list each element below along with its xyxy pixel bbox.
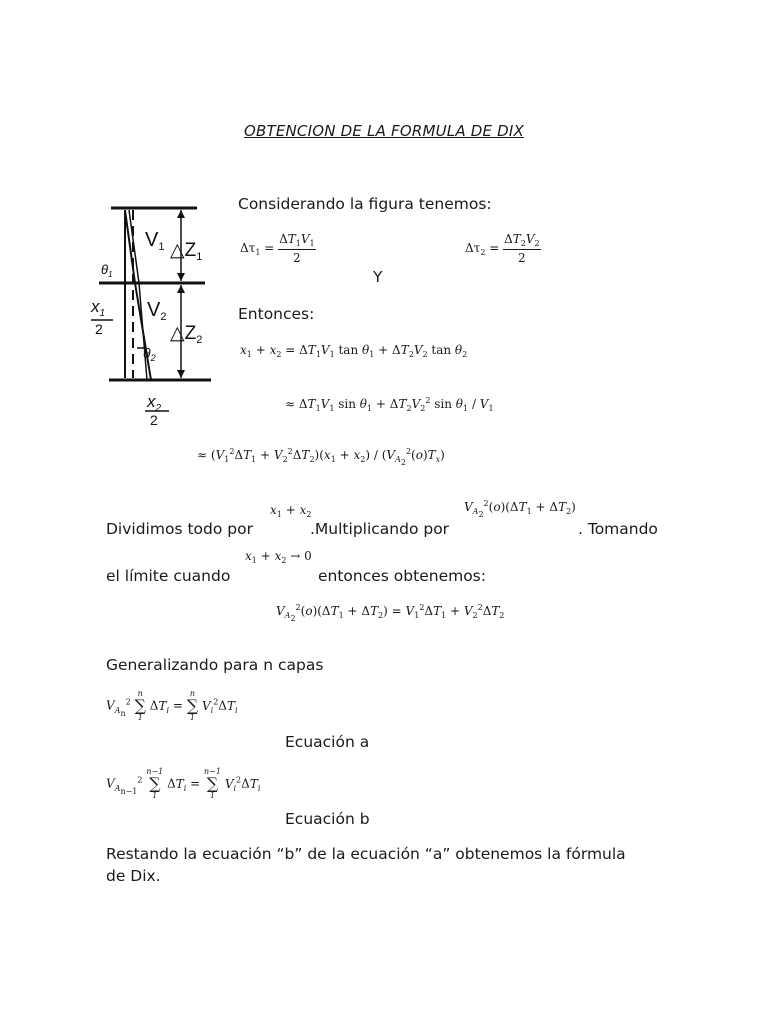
formula-eq-b: $V_{A_{n-1}}^2$ n−1 ∑ 1 $\Delta T_i$ = n−1 ∑ 1 $V_i^2\Delta T_i$ xyxy=(106,767,261,800)
page-title: OBTENCION DE LA FORMULA DE DIX xyxy=(243,122,525,140)
tomando-text: . Tomando xyxy=(578,520,658,538)
divide-text: Dividimos todo por xyxy=(106,520,253,538)
conclusion-line-1: Restando la ecuación “b” de la ecuación “a” obtenemos la fórmula xyxy=(106,845,626,863)
formula-approx-v: ≈ $(V_1^2\Delta T_1 + V_2^2\Delta T_2)(x_1 + x_2) / (V_{A_2}^2(o)T_x)$ xyxy=(197,447,445,467)
dz2-label: $\triangle Z_2$ xyxy=(170,323,203,346)
formula-eq-a: $V_{A_n}^2$ n ∑ 1 $\Delta T_i$ = n ∑ 1 $V_i^2\Delta T_i$ xyxy=(106,689,238,722)
conclusion-line-2: de Dix. xyxy=(106,867,161,885)
x2-label: $x_2$ xyxy=(147,392,162,414)
x1-label: $x_1$ xyxy=(91,297,106,319)
v2-label: $V_2$ xyxy=(147,299,167,323)
formula-approx-sin: ≈ $\Delta T_1V_1$ $\sin \theta_1 + \Delta T_2V_2^2$ $\sin \theta_1 / V_1$ xyxy=(285,396,494,413)
formula-result: $V_{A_2}^2(o)(\Delta T_1 + \Delta T_2) = V_1^2\Delta T_1 + V_2^2\Delta T_2$ xyxy=(276,603,505,623)
formula-va-small: $V_{A_2}^2(o)(\Delta T_1 + \Delta T_2)$ xyxy=(464,499,576,519)
formula-dtau1: $\Delta\tau_1$ = $\frac{\Delta T_1V_1}{2}$ xyxy=(240,232,315,265)
eq-a-label: Ecuación a xyxy=(285,733,370,751)
y-label: Y xyxy=(373,268,383,286)
formula-x-sum: $x_1 + x_2 = \Delta T_1V_1$ $\tan \theta_1 + \Delta T_2V_2$ $\tan \theta_2$ xyxy=(240,343,468,359)
theta1-label: $\theta_1$ xyxy=(101,262,113,279)
generalize-text: Generalizando para n capas xyxy=(106,656,324,674)
dz1-label: $\triangle Z_1$ xyxy=(170,240,203,263)
layer-diagram xyxy=(85,196,225,432)
entonces-text: Entonces: xyxy=(238,305,315,323)
multiply-text: .Multiplicando por xyxy=(310,520,450,538)
v1-label: $V_1$ xyxy=(145,229,165,253)
x1-den: 2 xyxy=(95,321,103,337)
eq-b-label: Ecuación b xyxy=(285,810,370,828)
obtain-text: entonces obtenemos: xyxy=(318,567,486,585)
x2-den: 2 xyxy=(150,412,158,428)
formula-dtau2: $\Delta\tau_2$ = $\frac{\Delta T_2V_2}{2}$ xyxy=(465,232,540,265)
formula-limit: $x_1 + x_2 \to 0$ xyxy=(245,549,312,565)
intro-text: Considerando la figura tenemos: xyxy=(238,195,492,213)
formula-x1x2-small: $x_1 + x_2$ xyxy=(270,503,312,519)
theta2-label: $\theta_2$ xyxy=(143,345,156,363)
limit-text: el límite cuando xyxy=(106,567,231,585)
